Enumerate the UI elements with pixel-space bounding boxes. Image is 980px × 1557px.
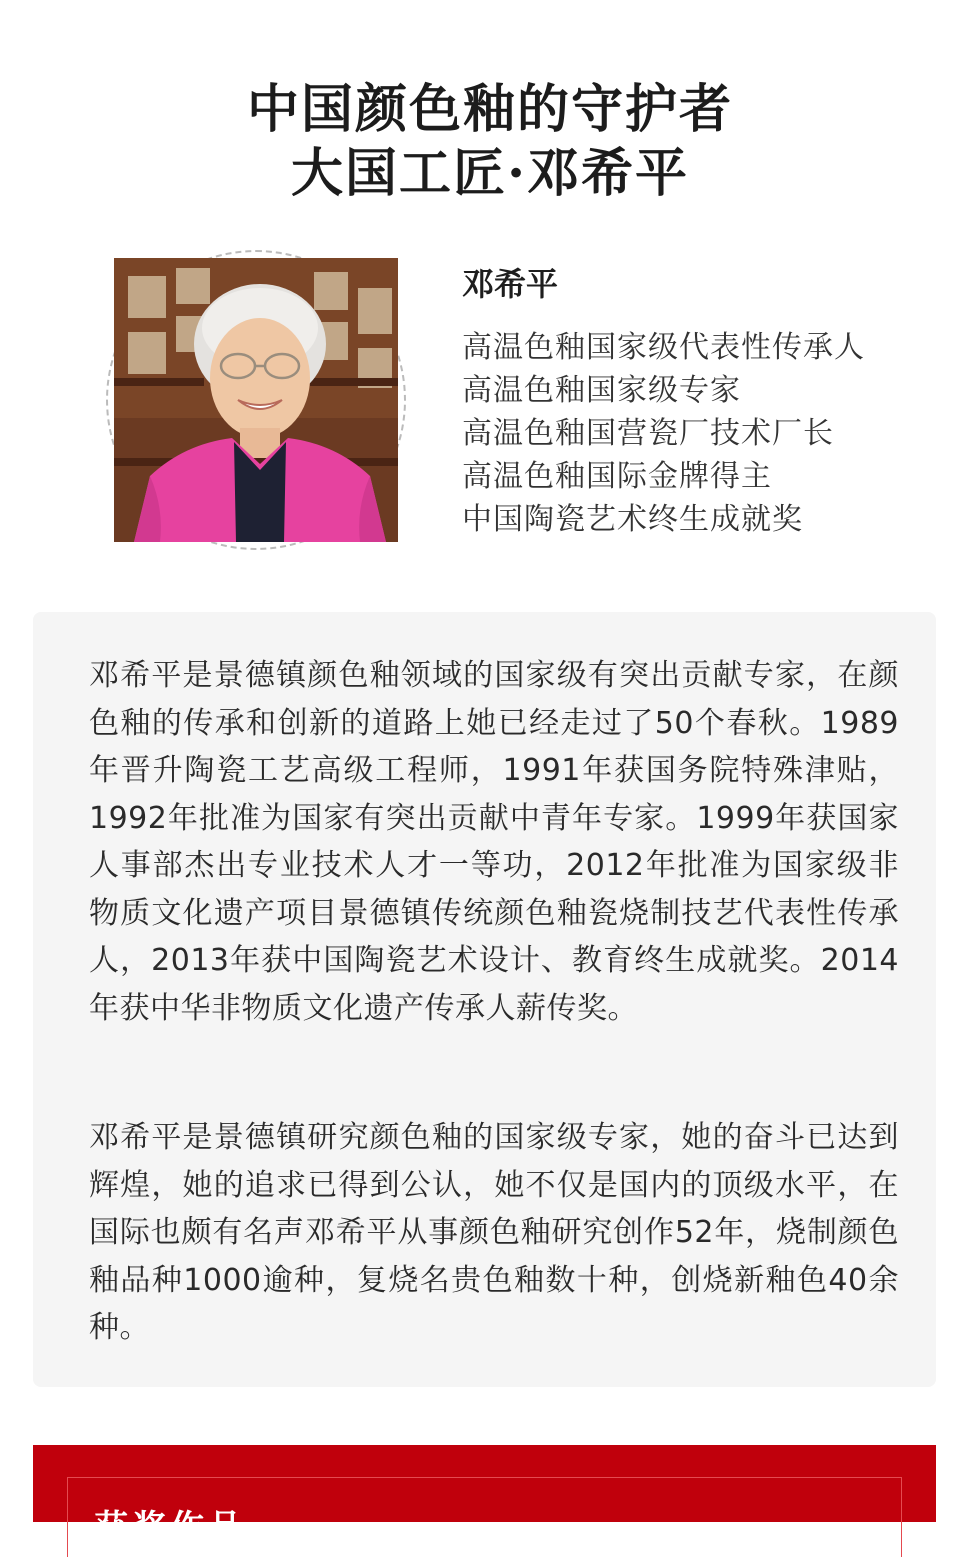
honor-title-item: 高温色釉国家级专家 (462, 373, 741, 408)
page-title-line-1: 中国颜色釉的守护者 (246, 79, 733, 140)
awards-section-frame (67, 1477, 902, 1557)
honor-title-item: 中国陶瓷艺术终生成就奖 (462, 502, 803, 537)
person-name: 邓希平 (462, 265, 559, 303)
honor-title-item: 高温色釉国家级代表性传承人 (462, 330, 865, 365)
portrait-photo (114, 258, 398, 542)
biography-paragraph-1: 邓希平是景德镇颜色釉领域的国家级有突出贡献专家，在颜色釉的传承和创新的道路上她已经走过了50个春秋。1989年晋升陶瓷工艺高级工程师，1991年获国务院特殊津贴，1992年批准为国家有突出贡献中青年专家。1999年获国家人事部杰出专业技术人才一等功，2012年批准为国家级非物质文化遗产项目景德镇传统颜色釉瓷烧制技艺代表性传承人，2013年获中国陶瓷艺术设计、教育终生成就奖。2014年获中华非物质文化遗产传承人薪传奖。 (89, 658, 899, 1026)
page-title-line-2: 大国工匠·邓希平 (290, 143, 690, 204)
honor-title-list (462, 326, 865, 541)
honor-title-item: 高温色釉国营瓷厂技术厂长 (462, 416, 834, 451)
awards-section-banner (33, 1445, 936, 1548)
honor-title-item: 高温色釉国际金牌得主 (462, 459, 772, 494)
biography-card (33, 612, 936, 1387)
portrait-frame (106, 250, 406, 550)
page-title (0, 78, 980, 206)
biography-paragraph-2: 邓希平是景德镇研究颜色釉的国家级专家，她的奋斗已达到辉煌，她的追求已得到公认，她不仅是国内的顶级水平，在国际也颇有名声邓希平从事颜色釉研究创作52年，烧制颜色釉品种1000逾种，复烧名贵色釉数十种，创烧新釉色40余种。 (89, 1120, 899, 1345)
awards-section-heading: 获奖作品 (94, 1508, 246, 1548)
